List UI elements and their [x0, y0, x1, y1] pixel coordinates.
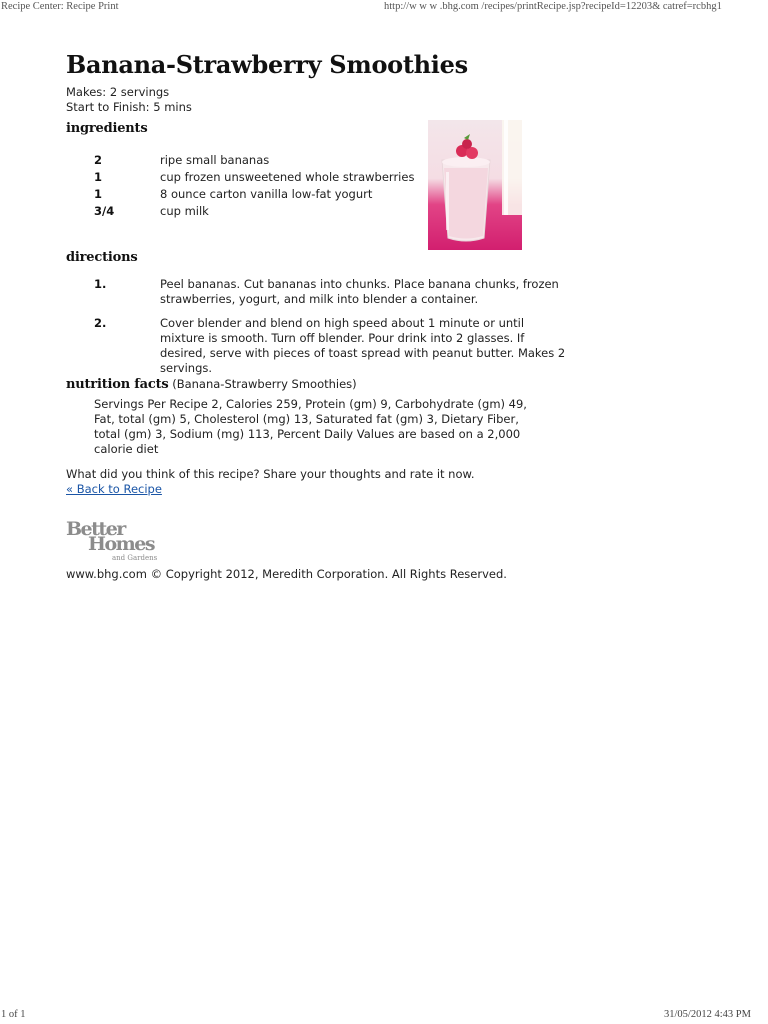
nutrition-heading: nutrition facts [66, 377, 169, 392]
recipe-title: Banana-Strawberry Smoothies [66, 50, 468, 79]
logo-word-homes: Homes [88, 533, 155, 555]
ingredient-qty: 2 [94, 153, 103, 167]
print-footer-page: 1 of 1 [1, 1009, 26, 1020]
print-footer-datetime: 31/05/2012 4:43 PM [664, 1009, 751, 1020]
copyright-notice: www.bhg.com © Copyright 2012, Meredith Corporation. All Rights Reserved. [66, 567, 507, 581]
directions-heading: directions [66, 250, 138, 265]
direction-number: 1. [94, 277, 107, 291]
ingredient-desc: 8 ounce carton vanilla low-fat yogurt [160, 187, 373, 201]
nutrition-subtitle: (Banana-Strawberry Smoothies) [172, 377, 357, 391]
ingredients-heading: ingredients [66, 121, 148, 136]
nutrition-facts: Servings Per Recipe 2, Calories 259, Protein (gm) 9, Carbohydrate (gm) 49, Fat, total (gm) 5, Cholesterol (mg) 13, Saturated fat (gm) 3, Dietary Fiber, total (gm) 3, Sodium (mg) 113, Percent Daily Values are based on a 2,000 calorie diet [94, 397, 527, 456]
back-to-recipe-link[interactable]: « Back to Recipe [66, 482, 162, 496]
ingredient-qty: 1 [94, 187, 103, 201]
ingredient-qty: 3/4 [94, 204, 115, 218]
ingredient-row [94, 170, 424, 186]
recipe-servings: Makes: 2 servings [66, 85, 170, 99]
smoothie-illustration [428, 120, 522, 250]
smoothie-photo [428, 120, 522, 250]
print-header-title: Recipe Center: Recipe Print [1, 1, 119, 12]
direction-number: 2. [94, 316, 107, 330]
direction-text: Peel bananas. Cut bananas into chunks. Place banana chunks, frozen strawberries, yogurt, and milk into blender a container. [160, 277, 559, 306]
nutrition-header [66, 377, 357, 392]
ingredient-row [94, 153, 424, 169]
ingredient-row [94, 187, 424, 203]
print-header-url: http://w w w .bhg.com /recipes/printRecipe.jsp?recipeId=12203& catref=rcbhg1 [384, 1, 722, 12]
recipe-time: Start to Finish: 5 mins [66, 100, 192, 114]
ingredient-qty: 1 [94, 170, 103, 184]
ingredient-desc: cup milk [160, 204, 209, 218]
ingredient-row [94, 204, 424, 220]
ingredient-desc: cup frozen unsweetened whole strawberries [160, 170, 415, 184]
ingredient-desc: ripe small bananas [160, 153, 270, 167]
direction-text: Cover blender and blend on high speed about 1 minute or until mixture is smooth. Turn off blender. Pour drink into 2 glasses. If desired, serve with pieces of toast spread with peanut butter. Makes 2 servings. [160, 316, 566, 375]
logo-word-better: Better [66, 518, 125, 540]
logo-word-gardens: and Gardens [112, 554, 158, 562]
bhg-logo [66, 518, 170, 564]
feedback-question: What did you think of this recipe? Share your thoughts and rate it now. [66, 467, 475, 481]
